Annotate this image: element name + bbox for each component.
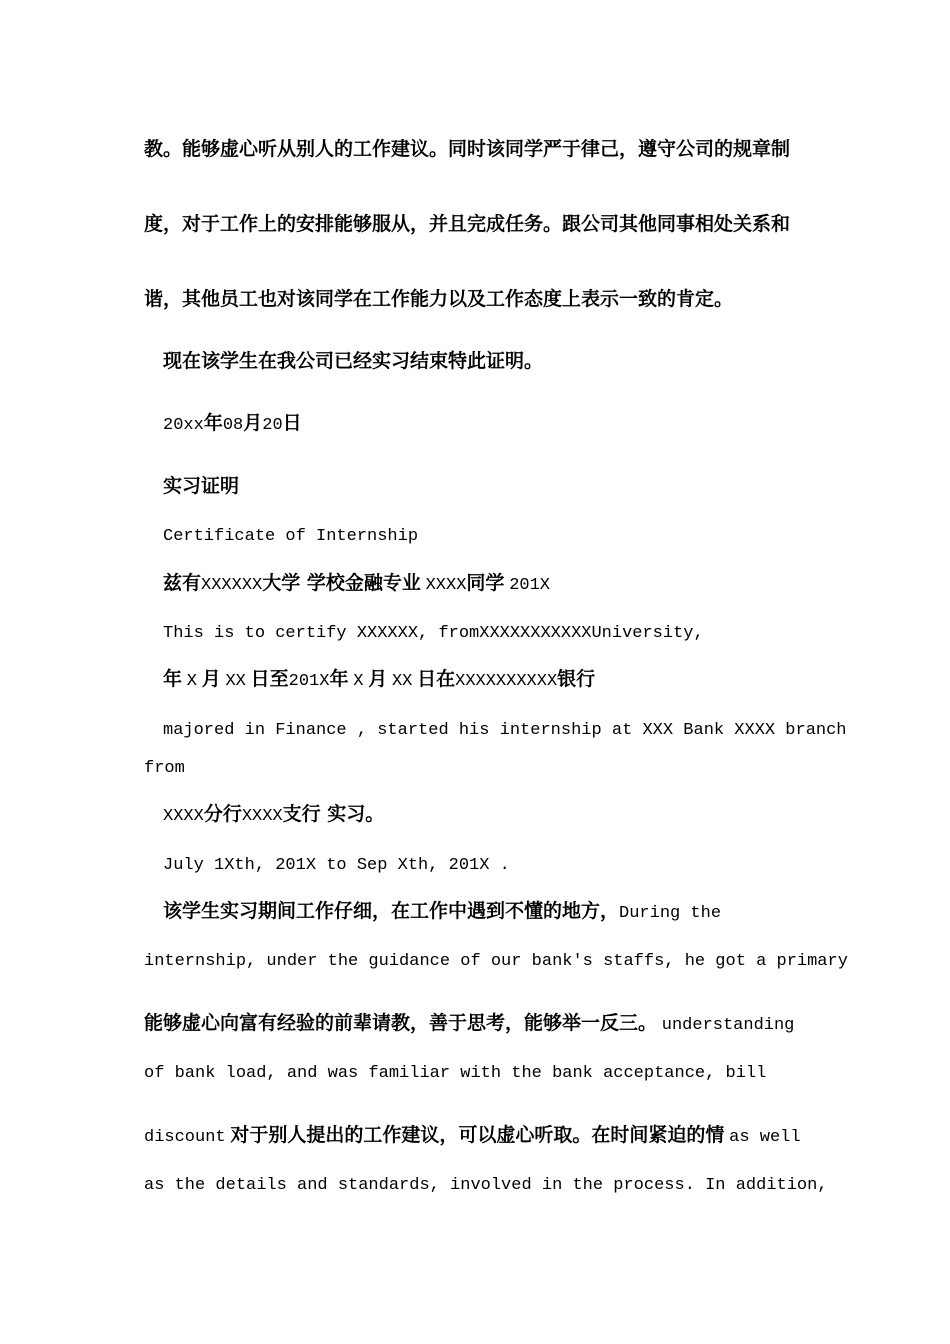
date-yue: 月 [243,412,263,434]
text-seg: XX [225,672,246,691]
text-seg: XXXX [425,576,467,595]
title-cn: 实习证明 [163,475,240,497]
date-month: 08 [222,416,244,435]
text-seg: X [353,672,364,691]
period-line-cn [163,670,595,690]
period-line-en: majored in Finance , started his internship at XXX Bank XXXX branch [163,721,847,740]
text-seg: 日在 [417,668,456,690]
student-line-cn [163,574,550,594]
body-line-2: 度，对于工作上的安排能够服从，并且完成任务。跟公司其他同事相处关系和 [144,213,791,235]
evaluation-line-2: internship, under the guidance of our bank's staffs, he got a primary [144,952,848,971]
text-seg: as well [729,1128,801,1147]
body-line-3: 谐，其他员工也对该同学在工作能力以及工作态度上表示一致的肯定。 [144,288,734,310]
text-seg: 兹有 [163,572,202,594]
body-line-1: 教。能够虚心听从别人的工作建议。同时该同学严于律己，遵守公司的规章制 [144,138,791,160]
text-seg: 银行 [557,668,596,690]
title-en: Certificate of Internship [163,527,419,546]
evaluation-line-5 [144,1126,801,1146]
text-seg: understanding [661,1016,795,1035]
student-line-en: This is to certify XXXXXX, fromXXXXXXXXXXXUniversity, [163,624,704,643]
text-seg: 201X [288,672,330,691]
date-ri: 日 [282,412,302,434]
evaluation-line-6: as the details and standards, involved in the process. In addition, [144,1176,828,1195]
text-seg: 同学 [466,572,505,594]
text-seg: 能够虚心向富有经验的前辈请教，善于思考，能够举一反三。 [144,1012,658,1034]
text-seg: XXXX [241,807,283,826]
text-seg: XX [391,672,413,691]
text-seg: 年 [163,668,183,690]
text-seg: 月 [368,668,388,690]
certify-statement: 现在该学生在我公司已经实习结束特此证明。 [163,350,544,372]
date-line [163,414,302,434]
text-seg: 201X [509,576,550,595]
text-seg: 对于别人提出的工作建议，可以虚心听取。在时间紧迫的情 [230,1124,725,1146]
evaluation-line-3 [144,1014,794,1034]
text-seg: XXXXXXXXXX [455,672,558,691]
text-seg: 月 [201,668,221,690]
date-day: 20 [262,416,283,435]
text-seg: 日至 [250,668,289,690]
text-seg: XXXX [163,807,204,826]
dates-line-en: July 1Xth, 201X to Sep Xth, 201X . [163,856,510,875]
text-seg: During the [619,904,722,923]
text-seg: 大学 学校金融专业 [262,572,421,594]
evaluation-line-1 [163,902,721,922]
text-seg: XXXXXX [201,576,263,595]
text-seg: 支行 实习。 [282,803,385,825]
date-nian: 年 [203,412,223,434]
text-seg: discount [144,1128,226,1147]
evaluation-line-4: of bank load, and was familiar with the bank acceptance, bill [144,1064,767,1083]
period-line-en-cont: from [144,759,185,778]
date-year: 20xx [163,416,204,435]
text-seg: 年 [329,668,349,690]
text-seg: X [186,672,197,691]
branch-line-cn [163,805,384,825]
text-seg: 该学生实习期间工作仔细，在工作中遇到不懂的地方， [163,900,620,922]
text-seg: 分行 [203,803,242,825]
